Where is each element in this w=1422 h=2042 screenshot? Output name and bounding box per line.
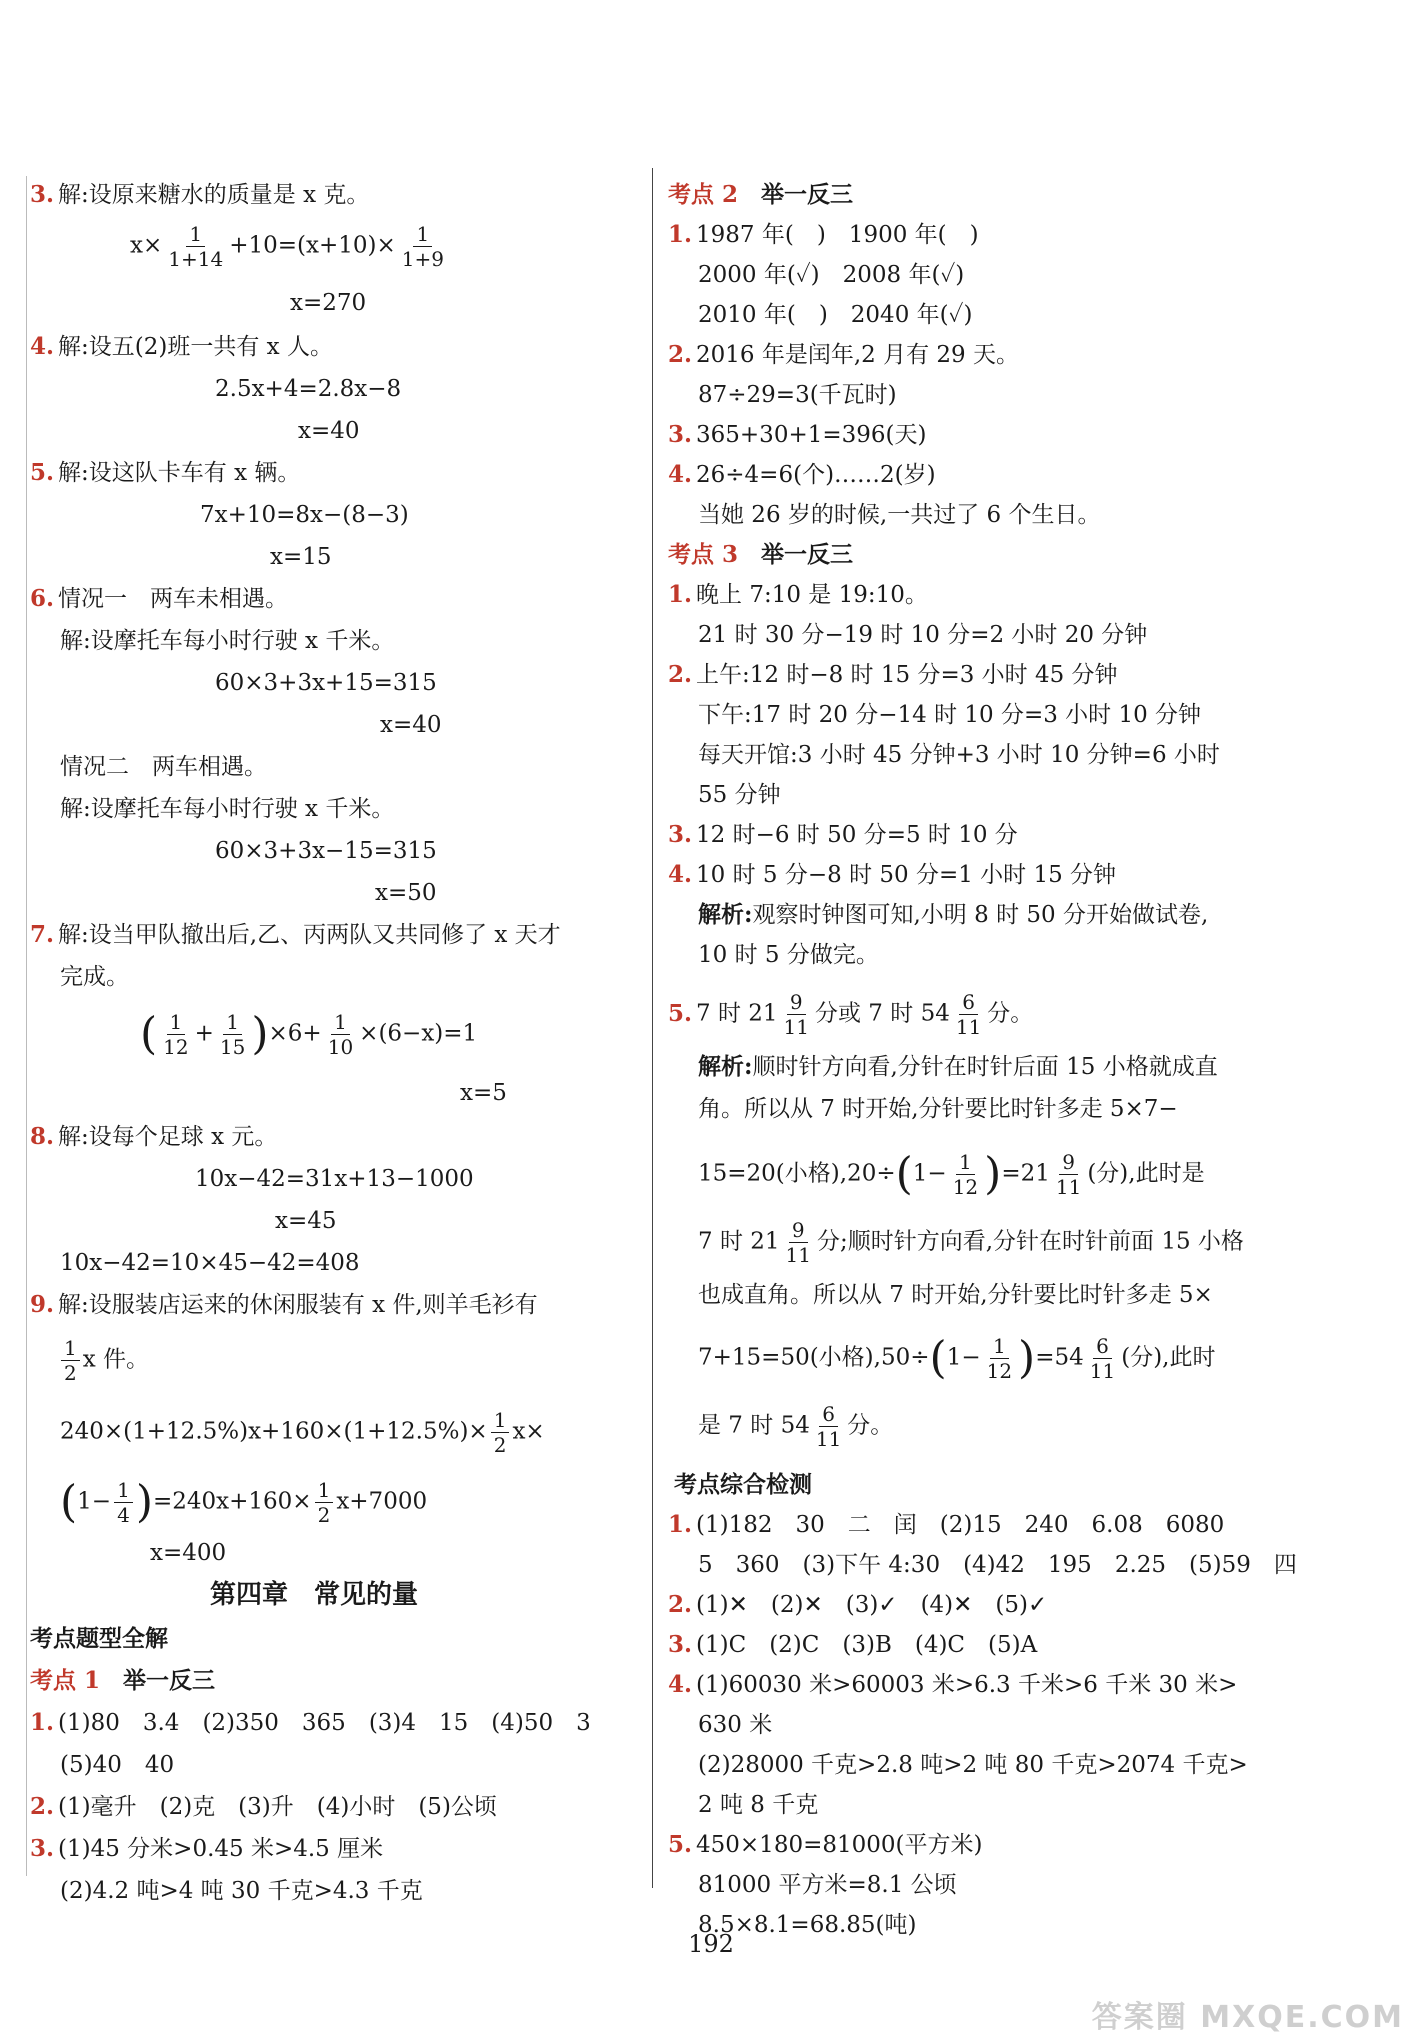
q6-equation1: 60×3+3x+15=315 [215,670,437,696]
q5-equation: 7x+10=8x−(8−3) [200,502,409,528]
c-q4-a: 4. (1)60030 米>60003 米>6.3 千米>6 千米 30 米> [668,1671,1238,1698]
q9-answer: x=400 [150,1540,227,1566]
k2-q3-a: 3. 365+30+1=396(天) [668,421,927,448]
k1-q3-line1: 3. (1)45 分米>0.45 米>4.5 厘米 [30,1835,384,1862]
c-q4-d: 2 吨 8 千克 [698,1792,819,1818]
q8-answer: x=45 [275,1208,337,1234]
k3-q1-b: 21 时 30 分−19 时 10 分=2 小时 20 分钟 [698,622,1148,648]
page-number: 192 [688,1930,734,1958]
k3-q2-d: 55 分钟 [698,782,781,808]
k3-q1-a: 1. 晚上 7:10 是 19:10。 [668,581,928,608]
q6-case2: 情况二 两车相遇。 [60,754,267,780]
q7-answer: x=5 [460,1080,507,1106]
c-q2-a: 2. (1)✕ (2)✕ (3)✓ (4)✕ (5)✓ [668,1591,1048,1618]
k3-q2-b: 下午:17 时 20 分−14 时 10 分=3 小时 10 分钟 [698,702,1202,728]
k3-q5-e5: 也成直角。所以从 7 时开始,分针要比时针多走 5× [698,1282,1213,1308]
k2-q1-c: 2010 年( ) 2040 年(✓) [698,302,973,328]
section-title: 考点题型全解 [30,1625,168,1652]
q8-line: 8. 解:设每个足球 x 元。 [30,1123,278,1150]
k3-q5-e4: 7 时 21 $\frac{9}{11}$ 分;顺时针方向看,分针在时针前面 15 小格 [698,1218,1244,1267]
q9-equation2: (1− $\frac{1}{4}$ )=240x+160× $\frac{1}{2}$ x+7000 [60,1476,428,1528]
c-q1-a: 1. (1)182 30 二 闰 (2)15 240 6.08 6080 [668,1511,1225,1538]
q5-line: 5. 解:设这队卡车有 x 辆。 [30,459,301,486]
q9-line2: $\frac{1}{2}$ x 件。 [58,1336,149,1385]
c-q4-b: 630 米 [698,1712,773,1738]
c-q5-b: 81000 平方米=8.1 公顷 [698,1872,957,1898]
q6-solve2: 解:设摩托车每小时行驶 x 千米。 [60,796,395,822]
c-q5-a: 5. 450×180=81000(平方米) [668,1831,983,1858]
q6-case1: 6. 情况一 两车未相遇。 [30,585,289,612]
comprehensive-test-title: 考点综合检测 [674,1471,812,1498]
kd2-heading: 考点 2 举一反三 [668,181,854,208]
c-q5-c: 8.5×8.1=68.85(吨) [698,1912,917,1938]
k2-q1-a: 1. 1987 年( ) 1900 年( ) [668,221,979,248]
q3-answer: x=270 [290,290,367,316]
k2-q2-b: 87÷29=3(千瓦时) [698,382,897,408]
k3-q2-c: 每天开馆:3 小时 45 分钟+3 小时 10 分钟=6 小时 [698,742,1220,768]
q3-line: 3. 解:设原来糖水的质量是 x 克。 [30,181,370,208]
q6-solve1: 解:设摩托车每小时行驶 x 千米。 [60,628,395,654]
c-q1-b: 5 360 (3)下午 4:30 (4)42 195 2.25 (5)59 四 [698,1552,1297,1578]
k3-q5-e7: 是 7 时 54 $\frac{6}{11}$ 分。 [698,1402,894,1451]
q4-answer: x=40 [298,418,360,444]
watermark-logo: 答案圈 MXQE.COM [1091,2000,1404,2035]
binding-rule [26,176,27,1876]
k3-q5-e3: 15=20(小格),20÷(1− $\frac{1}{12}$ )=21 $\frac{9}{11}$ (分),此时是 [698,1148,1205,1200]
q4-line: 4. 解:设五(2)班一共有 x 人。 [30,333,333,360]
k2-q1-b: 2000 年(✓) 2008 年(✓) [698,262,965,288]
k2-q2-a: 2. 2016 年是闰年,2 月有 29 天。 [668,341,1020,368]
kd3-heading: 考点 3 举一反三 [668,541,854,568]
column-divider [652,168,653,1888]
k3-q4-c: 10 时 5 分做完。 [698,942,879,968]
k2-q4-b: 当她 26 岁的时候,一共过了 6 个生日。 [698,502,1101,528]
k1-q2-line1: 2. (1)毫升 (2)克 (3)升 (4)小时 (5)公顷 [30,1793,497,1820]
k1-q3-line2: (2)4.2 吨>4 吨 30 千克>4.3 千克 [60,1878,423,1904]
k3-q4-a: 4. 10 时 5 分−8 时 50 分=1 小时 15 分钟 [668,861,1117,888]
q9-equation1: 240×(1+12.5%)x+160×(1+12.5%)× $\frac{1}{2}$ x× [60,1408,545,1457]
q9-line1: 9. 解:设服装店运来的休闲服装有 x 件,则羊毛衫有 [30,1291,538,1318]
k3-q5-a: 5. 7 时 21 $\frac{9}{11}$ 分或 7 时 54 $\frac{6}{11}$ 分。 [668,990,1034,1039]
k3-q5-e1: 解析:顺时针方向看,分针在时针后面 15 小格就成直 [698,1053,1218,1080]
q5-answer: x=15 [270,544,332,570]
k2-q4-a: 4. 26÷4=6(个)……2(岁) [668,461,936,488]
q6-answer1: x=40 [380,712,442,738]
k3-q5-e2: 角。所以从 7 时开始,分针要比时针多走 5×7− [698,1096,1178,1122]
q4-equation: 2.5x+4=2.8x−8 [215,376,402,402]
k3-q5-e6: 7+15=50(小格),50÷(1− $\frac{1}{12}$ )=54 $\frac{6}{11}$ (分),此时 [698,1332,1216,1384]
k3-q2-a: 2. 上午:12 时−8 时 15 分=3 小时 45 分钟 [668,661,1118,688]
c-q4-c: (2)28000 千克>2.8 吨>2 吨 80 千克>2074 千克> [698,1752,1248,1778]
q6-answer2: x=50 [375,880,437,906]
q8-equation: 10x−42=31x+13−1000 [195,1166,474,1192]
q8-check: 10x−42=10×45−42=408 [60,1250,360,1276]
q7-line1: 7. 解:设当甲队撤出后,乙、丙两队又共同修了 x 天才 [30,921,561,948]
k1-q1-line1: 1. (1)80 3.4 (2)350 365 (3)4 15 (4)50 3 [30,1709,591,1736]
kd1-heading: 考点 1 举一反三 [30,1667,216,1694]
k3-q4-b: 解析:观察时钟图可知,小明 8 时 50 分开始做试卷, [698,901,1209,928]
q3-equation: x× $\frac{1}{1+14}$ +10=(x+10)× $\frac{1}{1+9}$ [130,222,444,271]
k3-q3-a: 3. 12 时−6 时 50 分=5 时 10 分 [668,821,1018,848]
c-q3-a: 3. (1)C (2)C (3)B (4)C (5)A [668,1631,1038,1658]
q7-equation: ( $\frac{1}{12}$ + $\frac{1}{15}$ )×6+ $\frac{1}{10}$ ×(6−x)=1 [140,1008,478,1060]
q7-line2: 完成。 [60,964,129,990]
chapter-title: 第四章 常见的量 [210,1580,419,1610]
k1-q1-line2: (5)40 40 [60,1752,175,1778]
q6-equation2: 60×3+3x−15=315 [215,838,437,864]
